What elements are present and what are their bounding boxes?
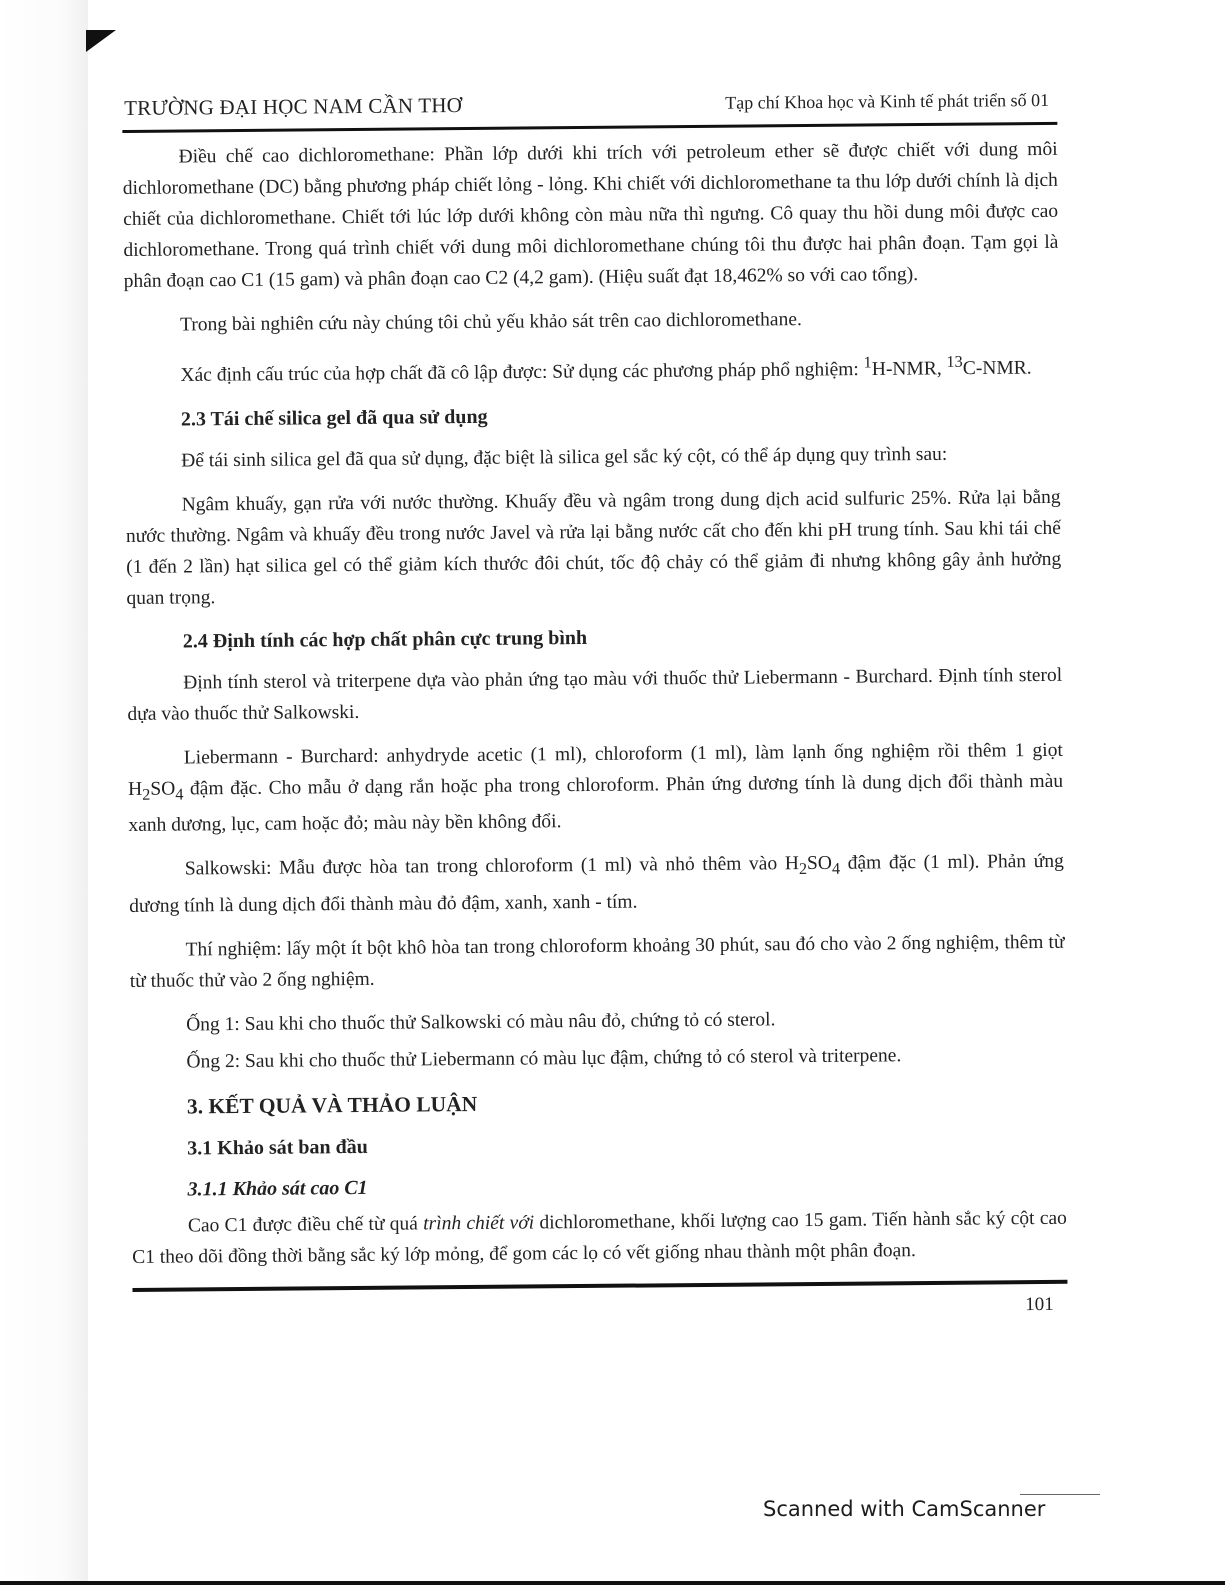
structure-text: H-NMR, bbox=[871, 358, 947, 380]
page-footer bbox=[132, 1278, 1068, 1356]
paragraph-experiment: Thí nghiệm: lấy một ít bột khô hòa tan trong chloroform khoảng 30 phút, sau đó cho vào 2 ống nghiệm, thêm từ từ thuốc thử vào 2 ống nghiệm. bbox=[129, 932, 1065, 993]
c1-italic-text: trình chiết với bbox=[423, 1212, 535, 1235]
lb-text: SO bbox=[150, 778, 176, 800]
section-heading-3: 3. KẾT QUẢ VÀ THẢO LUẬN bbox=[186, 1092, 478, 1119]
scan-bottom-edge bbox=[0, 1581, 1225, 1585]
scan-corner-mark bbox=[86, 30, 116, 52]
document-page bbox=[122, 80, 1068, 1356]
paragraph-dcm-extraction: Điều chế cao dichloromethane: Phần lớp dưới khi trích với petroleum ether sẽ được chiết với dung môi dichloromethane (DC) bằng phương pháp chiết lỏng - lỏng. Khi chiết với dichloromethane ta thu lớp dưới chính là dịch chiết của dichloromethane. Chiết tới lúc lớp dưới không còn màu nữa thì ngưng. Cô quay thu hồi dung môi được cao dichloromethane. Trong quá trình chiết với dung môi dichloromethane chúng tôi thu được hai phân đoạn. Tạm gọi là phân đoạn cao C1 (15 gam) và phân đoạn cao C2 (4,2 gam). (Hiệu suất đạt 18,462% so với cao tổng). bbox=[122, 138, 1059, 292]
page-number: 101 bbox=[1025, 1294, 1054, 1316]
subscript-2: 2 bbox=[798, 860, 808, 879]
paragraph-c1-survey bbox=[132, 1203, 1068, 1273]
subscript-4: 4 bbox=[831, 860, 841, 879]
structure-text: C-NMR. bbox=[962, 357, 1032, 380]
structure-text: Xác định cấu trúc của hợp chất đã cô lập được: Sử dụng các phương pháp phổ nghiệm: bbox=[180, 359, 864, 386]
section-heading-3-1: 3.1 Khảo sát ban đầu bbox=[187, 1136, 368, 1160]
paragraph-structure bbox=[124, 346, 1059, 392]
paragraph-liebermann-burchard bbox=[128, 734, 1064, 841]
page-body bbox=[122, 122, 1067, 1273]
paragraph-tube-1: Ống 1: Sau khi cho thuốc thử Salkowski có màu nâu đỏ, chứng tỏ có sterol. bbox=[186, 1009, 776, 1036]
watermark-rule bbox=[1020, 1494, 1100, 1495]
camscanner-watermark: Scanned with CamScanner bbox=[763, 1497, 1046, 1521]
section-heading-3-1-1: 3.1.1 Khảo sát cao C1 bbox=[187, 1177, 368, 1201]
c1-text: dichloromethane, khối lượng cao 15 gam. Tiến hành sắc ký cột cao C1 theo dõi đồng thời bằng sắc ký lớp mỏng, để gom các lọ có vết giống nhau thành một phân đoạn. bbox=[132, 1208, 1067, 1269]
paragraph-salkowski bbox=[129, 846, 1065, 922]
page-header bbox=[122, 80, 1057, 130]
journal-title: Tạp chí Khoa học và Kinh tế phát triển số 01 bbox=[725, 89, 1050, 113]
scan-page-edge bbox=[0, 0, 88, 1585]
section-heading-2-4: 2.4 Định tính các hợp chất phân cực trung bình bbox=[182, 626, 588, 652]
sk-text: đậm đặc (1 ml). Phản ứng dương tính là dung dịch đổi thành màu đỏ đậm, xanh, xanh - tím. bbox=[129, 851, 1064, 918]
sk-text: SO bbox=[806, 853, 833, 875]
paragraph-recycle-steps: Ngâm khuấy, gạn rửa với nước thường. Khuấy đều và ngâm trong dung dịch acid sulfuric 25%. Rửa lại bằng nước thường. Ngâm và khuấy đều trong nước Javel và rửa lại bằng nước cất cho đến khi pH trung tính. Sau khi tái chế (1 đến 2 lần) hạt silica gel có thể giảm kích thước đôi chút, tốc độ chảy có thể giảm đi nhưng không gây ảnh hưởng quan trọng. bbox=[125, 486, 1062, 609]
footer-rule bbox=[132, 1280, 1067, 1292]
subscript-2: 2 bbox=[142, 785, 151, 804]
paragraph-survey-focus: Trong bài nghiên cứu này chúng tôi chủ yếu khảo sát trên cao dichloromethane. bbox=[179, 309, 802, 336]
sk-text: Salkowski: Mẫu được hòa tan trong chloroform (1 ml) và nhỏ thêm vào H bbox=[184, 853, 799, 880]
lb-text: đậm đặc. Cho mẫu ở dạng rắn hoặc pha trong chloroform. Phản ứng dương tính là dung dịch đổi thành màu xanh dương, lục, cam hoặc đỏ; màu này bền không đổi. bbox=[128, 770, 1064, 837]
paragraph-recycle-intro: Để tái sinh silica gel đã qua sử dụng, đặc biệt là silica gel sắc ký cột, có thể áp dụng quy trình sau: bbox=[181, 443, 948, 471]
lb-text: Liebermann - Burchard: anhydryde acetic (1 ml), chloroform (1 ml), làm lạnh ống nghiệm rồi thêm 1 giọt H bbox=[128, 739, 1063, 800]
subscript-4: 4 bbox=[175, 784, 184, 803]
superscript-1: 1 bbox=[863, 353, 872, 372]
institution-name: TRƯỜNG ĐẠI HỌC NAM CẦN THƠ bbox=[124, 93, 463, 120]
section-heading-2-3: 2.3 Tái chế silica gel đã qua sử dụng bbox=[180, 405, 488, 430]
superscript-13: 13 bbox=[946, 352, 963, 371]
paragraph-qualitative: Định tính sterol và triterpene dựa vào phản ứng tạo màu với thuốc thử Liebermann - Burchard. Định tính sterol dựa vào thuốc thử Salkowski. bbox=[127, 664, 1063, 725]
paragraph-tube-2: Ống 2: Sau khi cho thuốc thử Liebermann có màu lục đậm, chứng tỏ có sterol và triterpene. bbox=[186, 1045, 902, 1073]
c1-text: Cao C1 được điều chế từ quá bbox=[187, 1213, 424, 1237]
